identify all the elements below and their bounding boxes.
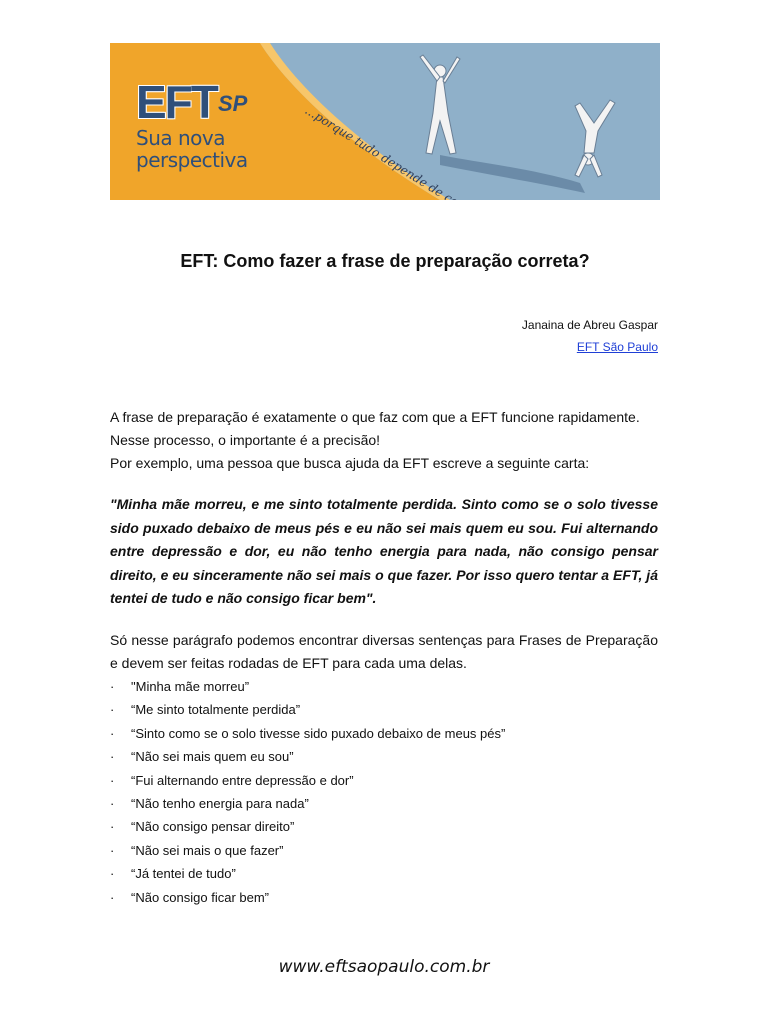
header-banner [110, 43, 660, 200]
bullet-marker: · [110, 772, 115, 788]
list-item-text: “Me sinto totalmente perdida” [131, 702, 301, 718]
bullet-marker: · [110, 866, 115, 882]
bullet-marker: · [110, 702, 115, 718]
bullet-marker: · [110, 842, 115, 858]
bullet-marker: · [110, 889, 115, 905]
list-item-text: “Não consigo pensar direito” [131, 819, 295, 835]
intro-line: A frase de preparação é exatamente o que faz com que a EFT funcione rapidamente. [110, 409, 640, 425]
list-item [110, 839, 658, 862]
list-item-text: “Não sei mais quem eu sou” [131, 749, 294, 765]
list-item-text: “Fui alternando entre depressão e dor” [131, 772, 354, 788]
list-item-text: “Não tenho energia para nada” [131, 796, 309, 812]
list-item [110, 769, 658, 792]
logo-sp-text: SP [218, 91, 248, 116]
list-item-text: “Não sei mais o que fazer” [131, 842, 284, 858]
list-item [110, 698, 658, 721]
intro-line: Nesse processo, o importante é a precisão! [110, 432, 381, 448]
letter-quote: "Minha mãe morreu, e me sinto totalmente perdida. Sinto como se o solo tivesse sido puxado debaixo de meus pés e eu não sei mais quem eu sou. Fui alternando entre depressão e dor, eu não tenho energia para nada, não consigo pensar direito, e eu sinceramente não sei mais o que fazer. Por isso quero tentar a EFT, já tentei de tudo e não consigo ficar bem". [110, 496, 658, 606]
list-item [110, 792, 658, 815]
list-item [110, 722, 658, 745]
bullet-marker: · [110, 819, 115, 835]
bullet-marker: · [110, 725, 115, 741]
list-item-text: “Não consigo ficar bem” [131, 889, 269, 905]
list-item [110, 675, 658, 698]
intro-line: Por exemplo, uma pessoa que busca ajuda da EFT escreve a seguinte carta: [110, 455, 590, 471]
logo-tagline-line1: Sua nova [136, 126, 225, 150]
footer-website: www.eftsaopaulo.com.br [278, 957, 490, 977]
list-item-text: “Já tentei de tudo” [131, 866, 236, 882]
document-title: EFT: Como fazer a frase de preparação correta? [180, 251, 590, 271]
logo-eft-text: EFT [136, 76, 217, 128]
author-name: Janaina de Abreu Gaspar [521, 318, 658, 332]
logo-tagline-line2: perspectiva [136, 148, 248, 172]
bullet-marker: · [110, 679, 115, 694]
list-item [110, 745, 658, 768]
intro-paragraph [110, 406, 660, 475]
list-item [110, 815, 658, 838]
bullet-marker: · [110, 796, 115, 812]
list-item-text: "Minha mãe morreu” [131, 679, 250, 694]
list-item-text: “Sinto como se o solo tivesse sido puxado debaixo de meus pés” [131, 725, 506, 741]
explanation-paragraph: Só nesse parágrafo podemos encontrar diversas sentenças para Frases de Preparação e devem ser feitas rodadas de EFT para cada uma delas. [110, 632, 658, 671]
setup-phrase-list [110, 675, 658, 909]
list-item [110, 862, 658, 885]
list-item [110, 886, 658, 909]
bullet-marker: · [110, 749, 115, 765]
author-org-link[interactable]: EFT São Paulo [576, 340, 658, 354]
